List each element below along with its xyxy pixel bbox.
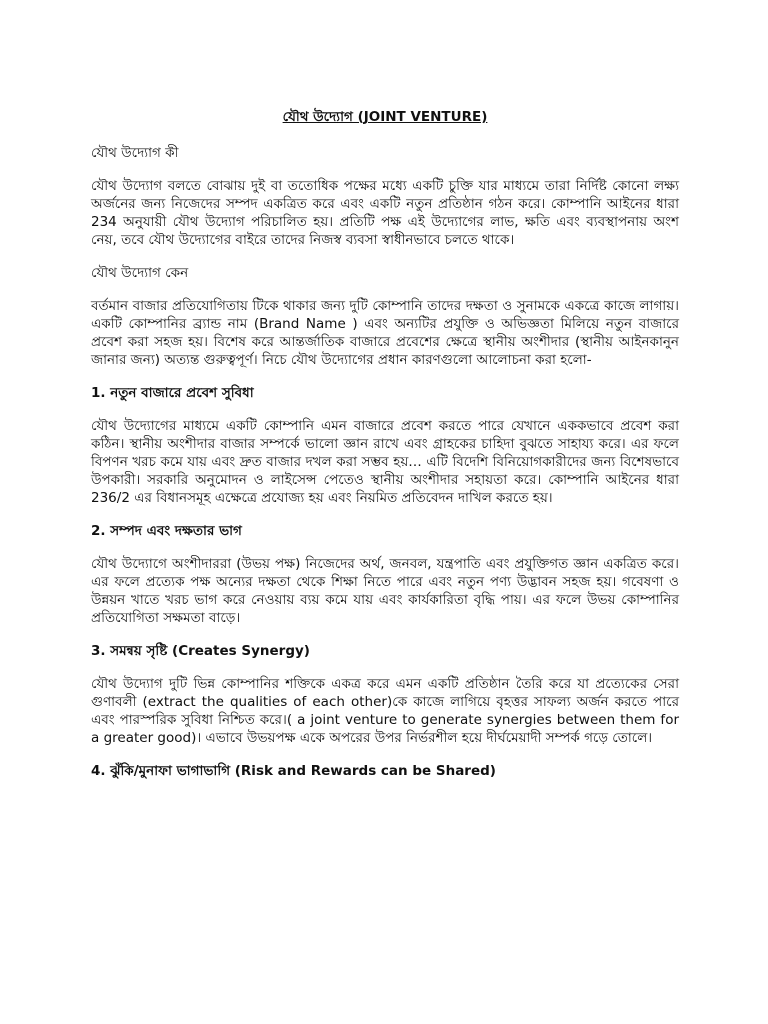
section-body-1: যৌথ উদ্যোগ বলতে বোঝায় দুই বা ততোধিক পক্ষের মধ্যে একটি চুক্তি যার মাধ্যমে তারা নির্দিষ্ট কোনো লক্ষ্য অর্জনের জন্য নিজেদের সম্পদ একত্রিত করে এবং একটি নতুন প্রতিষ্ঠান গঠন করে। কোম্পানি আইনের ধারা 234 অনুযায়ী যৌথ উদ্যোগ পরিচালিত হয়। প্রতিটি পক্ষ এই উদ্যোগের লাভ, ক্ষতি এবং ব্যবস্থাপনায় অংশ নেয়, তবে যৌথ উদ্যোগের বাইরে তাদের নিজস্ব ব্যবসা স্বাধীনভাবে চলতে থাকে। xyxy=(91,178,679,248)
section-body-4: যৌথ উদ্যোগে অংশীদাররা (উভয় পক্ষ) নিজেদের অর্থ, জনবল, যন্ত্রপাতি এবং প্রযুক্তিগত জ্ঞান একত্রিত করে। এর ফলে প্রত্যেক পক্ষ অন্যের দক্ষতা থেকে শিক্ষা নিতে পারে এবং নতুন পণ্য উদ্ভাবন সহজ হয়। গবেষণা ও উন্নয়ন খাতে খরচ ভাগ করে নেওয়ায় ব্যয় কমে যায় এবং কার্যকারিতা বৃদ্ধি পায়। এর ফলে উভয় কোম্পানির প্রতিযোগিতা সক্ষমতা বাড়ে। xyxy=(91,556,679,626)
section-heading-4: 2. সম্পদ এবং দক্ষতার ভাগ xyxy=(91,523,242,539)
section-heading-3: 1. নতুন বাজারে প্রবেশ সুবিধা xyxy=(91,385,254,401)
section-heading-5: 3. সমন্বয় সৃষ্টি (Creates Synergy) xyxy=(91,643,310,659)
section-body-2: বর্তমান বাজার প্রতিযোগিতায় টিকে থাকার জন্য দুটি কোম্পানি তাদের দক্ষতা ও সুনামকে একত্রে কাজে লাগায়। একটি কোম্পানির ব্র্যান্ড নাম (Brand Name ) এবং অন্যটির প্রযুক্তি ও অভিজ্ঞতা মিলিয়ে নতুন বাজারে প্রবেশ করা সহজ হয়। বিশেষ করে আন্তর্জাতিক বাজারে প্রবেশের ক্ষেত্রে স্থানীয় অংশীদার (স্থানীয় আইনকানুন জানার জন্য) অত্যন্ত গুরুত্বপূর্ণ। নিচে যৌথ উদ্যোগের প্রধান কারণগুলো আলোচনা করা হলো- xyxy=(91,298,679,368)
section-body-3: যৌথ উদ্যোগের মাধ্যমে একটি কোম্পানি এমন বাজারে প্রবেশ করতে পারে যেখানে এককভাবে প্রবেশ করা কঠিন। স্থানীয় অংশীদার বাজার সম্পর্কে ভালো জ্ঞান রাখে এবং গ্রাহকের চাহিদা বুঝতে সাহায্য করে। এর ফলে বিপণন খরচ কমে যায় এবং দ্রুত বাজার দখল করা সম্ভব হয়… এটি বিদেশি বিনিয়োগকারীদের জন্য বিশেষভাবে উপকারী। সরকারি অনুমোদন ও লাইসেন্স পেতেও স্থানীয় অংশীদার সহায়তা করে। কোম্পানি আইনের ধারা 236/2 এর বিধানসমূহ এক্ষেত্রে প্রযোজ্য হয় এবং নিয়মিত প্রতিবেদন দাখিল করতে হয়। xyxy=(91,418,679,506)
section-body-5: যৌথ উদ্যোগ দুটি ভিন্ন কোম্পানির শক্তিকে একত্র করে এমন একটি প্রতিষ্ঠান তৈরি করে যা প্রত্যেকের সেরা গুণাবলী (extract the qualities of each other)কে কাজে লাগিয়ে বৃহত্তর সাফল্য অর্জন করতে পারে এবং পারস্পরিক সুবিধা নিশ্চিত করে।( a joint venture to generate synergies between them for a greater good)। এভাবে উভয়পক্ষ একে অপরের উপর নির্ভরশীল হয়ে দীর্ঘমেয়াদী সম্পর্ক গড়ে তোলে। xyxy=(91,676,679,746)
section-heading-6: 4. ঝুঁকি/মুনাফা ভাগাভাগি (Risk and Rewards can be Shared) xyxy=(91,763,496,779)
section-heading-2: যৌথ উদ্যোগ কেন xyxy=(91,265,189,281)
document-title: যৌথ উদ্যোগ (JOINT VENTURE) xyxy=(282,109,488,125)
section-heading-1: যৌথ উদ্যোগ কী xyxy=(91,145,179,161)
